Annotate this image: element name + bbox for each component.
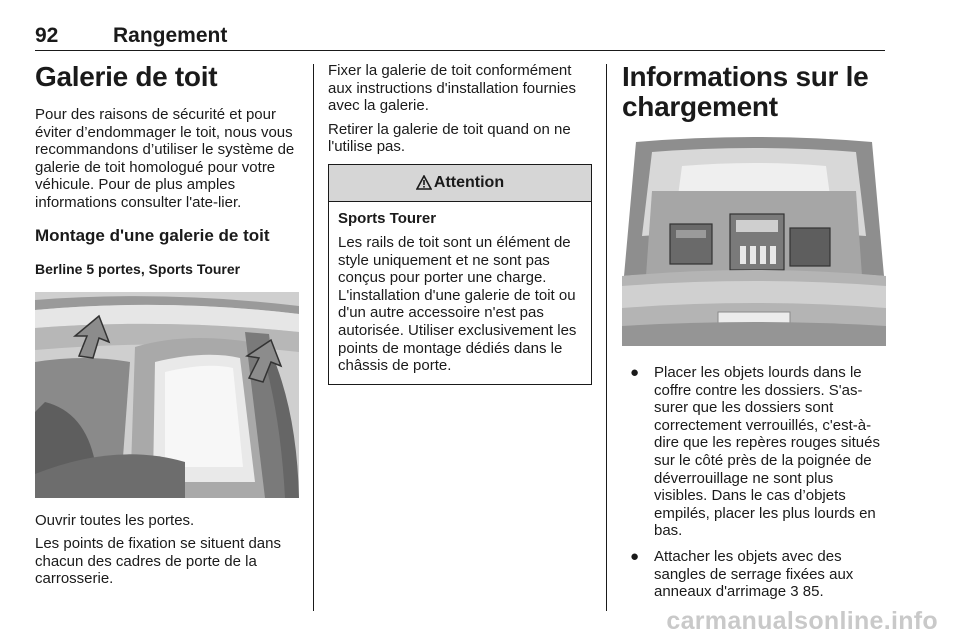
bullet-text: Placer les objets lourds dans le coffre contre les dossiers. S'as-surer que les dossiers sont correctement verrouillés, c'est-à-dire que les repères rouges situés sur le côté près de la poignée de déverrouillage ne sont plus visibles. Dans le cas d’objets empilés, placer les plus lourds en bas. xyxy=(654,364,880,540)
step-fixing-points: Les points de fixation se situent dans chacun des cadres de porte de la carrosserie. xyxy=(35,535,281,588)
warning-text: Les rails de toit sont un élément de style uniquement et ne sont pas conçus pour porter une charge. L'installation d'une galerie de toit ou d'un autre accessoire n'est pas autorisée. Utiliser exclusivement les points de montage dédiés dans le châssis de porte. xyxy=(338,233,577,375)
door-frame-illustration xyxy=(35,292,299,498)
list-item xyxy=(622,364,887,540)
mounting-heading: Montage d'une galerie de toit xyxy=(35,225,270,245)
watermark: carmanualsonline.info xyxy=(666,607,938,635)
loading-instructions xyxy=(622,364,887,601)
bullet-text: Attacher les objets avec des sangles de serrage fixées aux anneaux d'arrimage 3 85. xyxy=(654,547,854,601)
variant-heading: Berline 5 portes, Sports Tourer xyxy=(35,260,241,277)
warning-subtitle: Sports Tourer xyxy=(338,209,437,227)
warning-box xyxy=(328,164,592,385)
warning-triangle-icon xyxy=(416,175,432,190)
warning-title: Attention xyxy=(433,173,505,191)
page-header xyxy=(35,24,885,51)
column-divider xyxy=(606,64,607,611)
install-paragraph: Fixer la galerie de toit conformément aux instructions d'installation fournies avec la galerie. xyxy=(328,62,576,115)
roof-rack-heading: Galerie de toit xyxy=(35,61,218,92)
column-divider xyxy=(313,64,314,611)
warning-body xyxy=(329,202,591,384)
warning-header xyxy=(329,165,591,202)
list-item xyxy=(622,548,887,601)
column-right xyxy=(622,62,887,609)
bullet-icon: ● xyxy=(630,364,640,381)
trunk-loading-illustration xyxy=(622,136,886,346)
step-open-doors: Ouvrir toutes les portes. xyxy=(35,511,195,529)
bullet-icon: ● xyxy=(630,547,640,565)
page-number: 92 xyxy=(35,24,59,47)
section-title: Rangement xyxy=(113,24,228,47)
remove-paragraph: Retirer la galerie de toit quand on ne l'utilise pas. xyxy=(328,120,571,156)
loading-heading: Informations sur le chargement xyxy=(622,61,869,122)
column-middle xyxy=(328,62,592,385)
intro-paragraph: Pour des raisons de sécurité et pour éviter d’endommager le toit, nous vous recommandons d’utiliser le système de galerie de toit homologué pour votre véhicule. Pour de plus amples informations consulter l'ate-lier. xyxy=(35,106,295,211)
column-left xyxy=(35,62,300,588)
